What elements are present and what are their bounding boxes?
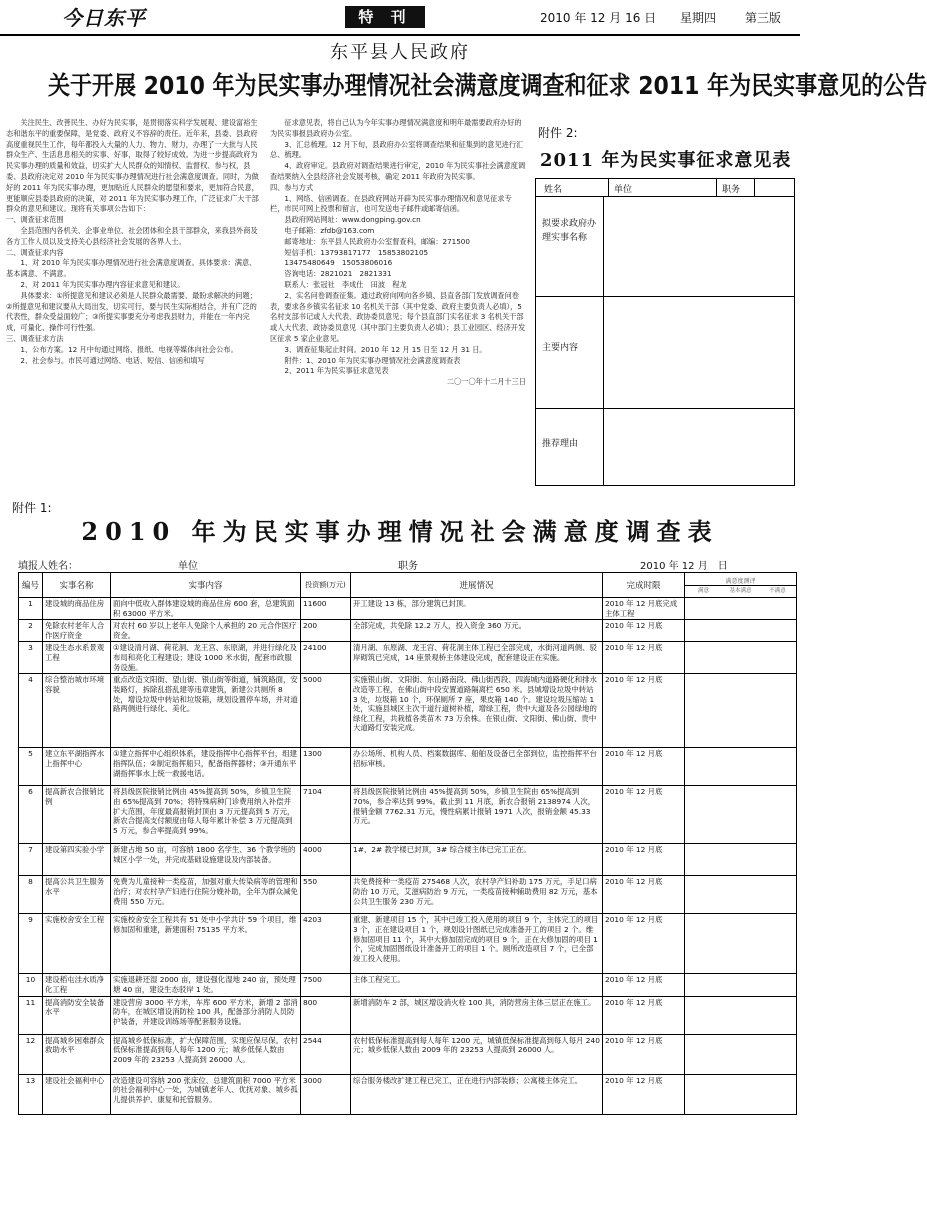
- sat-level-label: 不满意: [769, 588, 786, 594]
- attachment-1-title: 2010 年为民实事办理情况社会满意度调查表: [81, 517, 719, 546]
- cell-satisfaction[interactable]: [685, 598, 797, 620]
- article-paragraph: 1、网络、信函调查。在县政府网站开辟为民实事办理情况和意见征求专栏，市民可网上投票和留言，也可发送电子邮件或邮寄信函。: [270, 193, 512, 214]
- table-row: [19, 974, 797, 996]
- cell-satisfaction[interactable]: [685, 914, 797, 974]
- cell-content: 实施校舍安全工程共有 51 处中小学共计 59 个项目，维修加固和重建，新建面积 75135 平方米。: [111, 914, 301, 974]
- unit-label: 单位: [614, 185, 633, 195]
- cell-investment: 2544: [301, 1034, 351, 1074]
- article-paragraph: 1、公布方案。12 月中旬通过网络、报纸、电视等媒体向社会公布。: [20, 344, 238, 354]
- cell-progress: 重建、新建项目 15 个，其中已竣工投入使用的项目 9 个，主体完工的项目 3 个，正在建设项目 1 个，规划设计图纸已完成准备开工的项目 2 个。维修加固项目 11 个，其中大修加固完成的项目 9 个，正在大修加固的项目 1 个，完成加固图纸设计准备开工的项目 1 个。厕所改造项目 7 个，已全部竣工投入使用。: [351, 914, 603, 974]
- article-paragraph: 短信手机：13793817177 15853802105: [284, 247, 429, 257]
- cell-name: 提高消防安全装备水平: [43, 996, 111, 1034]
- cell-investment: 550: [301, 876, 351, 914]
- cell-no: 8: [19, 876, 43, 914]
- satisfaction-title: 满意度测评: [685, 576, 796, 586]
- cell-no: 9: [19, 914, 43, 974]
- table-row: [19, 786, 797, 844]
- article-column-2: [270, 118, 526, 482]
- suggestion-row-label: 主要内容: [536, 297, 604, 408]
- cell-progress: 新增消防车 2 部，城区增设消火栓 100 具，消防营房主体三层正在施工。: [351, 996, 603, 1034]
- filler-label: 填报人姓名：: [18, 561, 78, 572]
- column-header: 进展情况: [351, 573, 603, 598]
- cell-name: 建设城的商品住房: [43, 598, 111, 620]
- cell-progress: 1#、2# 教学楼已封顶，3# 综合楼主体已完工正在。: [351, 844, 603, 876]
- cell-deadline: 2010 年 12 月底: [603, 996, 685, 1034]
- position-label: 职务: [398, 561, 418, 572]
- sat-level-label: 满意: [697, 588, 709, 594]
- column-header: 投资额(万元): [301, 573, 351, 598]
- cell-no: 12: [19, 1034, 43, 1074]
- cell-investment: 7104: [301, 786, 351, 844]
- cell-deadline: 2010 年 12 月底: [603, 674, 685, 748]
- form-date: 2010 年 12 月 日: [640, 561, 728, 572]
- cell-no: 11: [19, 996, 43, 1034]
- cell-deadline: 2010 年 12 月底: [603, 786, 685, 844]
- cell-investment: 7500: [301, 974, 351, 996]
- cell-no: 6: [19, 786, 43, 844]
- article-paragraph: 咨询电话：2821021 2821331: [284, 269, 392, 279]
- cell-deadline: 2010 年 12 月底: [603, 1074, 685, 1114]
- cell-deadline: 2010 年 12 月底: [603, 844, 685, 876]
- cell-content: 免费为儿童接种一类疫苗，加强对重大传染病等的管理和治疗；对农村孕产妇进行住院分娩补助，全年为群众减免费用 550 万元。: [111, 876, 301, 914]
- cell-deadline: 2010 年 12 月底: [603, 748, 685, 786]
- article-paragraph: 2、社会参与。市民可通过网络、电话、短信、信函和填写: [20, 355, 205, 365]
- article-paragraph: 四、参与方式: [270, 182, 314, 192]
- page-number: 第三版: [745, 11, 782, 25]
- table-row: [19, 844, 797, 876]
- article-paragraph: 二〇一〇年十二月十三日: [446, 377, 526, 387]
- cell-investment: 3000: [301, 1074, 351, 1114]
- table-row: [19, 642, 797, 674]
- table-row: [19, 1034, 797, 1074]
- article-paragraph: 附件：1、2010 年为民实事办理情况社会满意度调查表: [284, 355, 461, 365]
- article-paragraph: 4、政府审定。县政府对调查结果进行审定，2010 年为民实事社会满意度调查结果纳入全县经济社会发展考核，确定 2011 年政府为民实事。: [270, 161, 526, 181]
- cell-no: 3: [19, 642, 43, 674]
- cell-content: 实施退耕还湿 2000 亩，建设强化湿地 240 亩，预处理塘 40 亩，建设生态驳岸 1 处。: [111, 974, 301, 996]
- cell-content: 对农村 60 岁以上老年人免除个人承担的 20 元合作医疗资金。: [111, 620, 301, 642]
- satisfaction-survey-table: [18, 572, 797, 1115]
- suggestion-row-label: 拟要求政府办理实事名称: [536, 197, 604, 296]
- column-header: 编号: [19, 573, 43, 598]
- cell-progress: 清月湖、东原湖、龙王宫、荷花洞主体工程已全部完成，水街河道两侧、驳岸砌筑已完成，14 座景观桥主体建设完成，配套建设正在实施。: [351, 642, 603, 674]
- cell-no: 1: [19, 598, 43, 620]
- cell-satisfaction[interactable]: [685, 996, 797, 1034]
- attachment-2-label: 附件 2:: [538, 126, 578, 140]
- cell-content: 将县级医院报销比例由 45%提高到 50%，乡镇卫生院由 65%提高到 70%；将特殊病种门诊费用纳入补偿并扩大范围，年度最高报销封顶由 3 万元提高到 5 万元，新农合提高支付额度由每人每年累计补偿 3 万元提高到 5 万元，参合率提高到 99%。: [111, 786, 301, 844]
- cell-content: 改造建设可容纳 200 张床位、总建筑面积 7000 平方米的社会福利中心一处，为城镇老年人、优抚对象、城乡孤儿提供养护、康复和托管服务。: [111, 1074, 301, 1114]
- cell-deadline: 2010 年 12 月底: [603, 974, 685, 996]
- article-paragraph: 3、汇总梳理。12 月下旬，县政府办公室将调查结果和征集到的意见进行汇总、梳理。: [270, 139, 524, 160]
- article-paragraph: 二、调查征求内容: [6, 247, 64, 257]
- cell-deadline: 2010 年 12 月底: [603, 620, 685, 642]
- table-row: [19, 1074, 797, 1114]
- headline: 关于开展 2010 年为民实事办理情况社会满意度调查和征求 2011 年为民实事意见的公告: [48, 71, 927, 100]
- cell-progress: 综合服务楼改扩建工程已完工，正在进行内部装修；公寓楼主体完工。: [351, 1074, 603, 1114]
- article-paragraph: 2、对 2011 年为民实事办理内容征求意见和建议。: [20, 279, 185, 289]
- suggestion-form: [535, 178, 795, 486]
- article-paragraph: 2、实名问卷调查征集。通过政府向网向各乡镇、县直各部门发放调查问卷表，要求各乡镇实名征求 10 名机关干部（其中党委、政府主要负责人必填），5 名村支部书记或人大代表、政协委员意见；每个县直部门实名征求 3 名机关干部或人大代表、政协委员意见（其中部门主要负责人必填）；县工业园区、经济开发区征求 5 家企业意见。: [270, 290, 526, 343]
- cell-content: 重点改造文阳街、望山街、银山街等街道，铺筑路面，安装路灯，拆除乱搭乱建等违章建筑，新建公共厕所 8 处，增设垃圾中转站和垃圾箱，规划设置停车场，并对道路两侧进行绿化、美化。: [111, 674, 301, 748]
- suggestion-row-content: [536, 297, 794, 409]
- satisfaction-header: [685, 573, 797, 598]
- cell-no: 10: [19, 974, 43, 996]
- cell-progress: 将县级医院报销比例由 45%提高到 50%，乡镇卫生院由 65%提高到 70%，参合率达到 99%。截止到 11 月底，新农合报销 2138974 人次，报销金额 7762.31 万元，慢性病累计报销 1971 人次，报销金额 45.33 万元。: [351, 786, 603, 844]
- cell-name: 提高公共卫生服务水平: [43, 876, 111, 914]
- article-paragraph: 邮寄地址：东平县人民政府办公室督查科，邮编：271500: [284, 236, 470, 246]
- article-paragraph: 县政府网站网址：www.dongping.gov.cn: [284, 215, 421, 225]
- article-body: [6, 118, 526, 482]
- cell-name: 实施校舍安全工程: [43, 914, 111, 974]
- cell-no: 5: [19, 748, 43, 786]
- sat-level-label: 基本满意: [729, 588, 752, 594]
- newspaper-logo: 今日东平: [62, 6, 146, 30]
- cell-no: 7: [19, 844, 43, 876]
- article-paragraph: 具体要求：①所提意见和建议必须是人民群众最需要、最盼求解决的问题；②所提意见和建议要从大局出发，切实可行，要与民生实际相结合，并有广泛的代表性，群众受益面较广；③所提实事要充分考虑我县财力，并能在一年内完成，可量化、操作可行性强。: [6, 290, 257, 333]
- issuer: 东平县人民政府: [330, 42, 470, 63]
- cell-name: 提高新农合报销比例: [43, 786, 111, 844]
- cell-satisfaction[interactable]: [685, 748, 797, 786]
- table-row: [19, 876, 797, 914]
- cell-name: 免除农村老年人合作医疗资金: [43, 620, 111, 642]
- article-column-1: [6, 118, 262, 482]
- table-row: [19, 748, 797, 786]
- cell-deadline: 2010 年 12 月底: [603, 876, 685, 914]
- table-row: [19, 914, 797, 974]
- cell-investment: 24100: [301, 642, 351, 674]
- name-label: 姓名: [544, 185, 563, 195]
- article-paragraph: 一、调查征求范围: [6, 215, 64, 225]
- cell-progress: 农村低保标准提高到每人每年 1200 元，城镇低保标准提高到每人每月 240 元；城乡低保人数由 2009 年的 23253 人提高到 26000 人。: [351, 1034, 603, 1074]
- cell-progress: 开工建设 13 栋，部分建筑已封顶。: [351, 598, 603, 620]
- cell-no: 13: [19, 1074, 43, 1114]
- table-header-row: [19, 573, 797, 598]
- suggestion-row-label: 推荐理由: [536, 409, 604, 485]
- cell-satisfaction[interactable]: [685, 1034, 797, 1074]
- cell-deadline: 2010 年 12 月底: [603, 914, 685, 974]
- cell-no: 4: [19, 674, 43, 748]
- cell-satisfaction[interactable]: [685, 786, 797, 844]
- cell-satisfaction[interactable]: [685, 642, 797, 674]
- cell-name: 建立东平湖指挥水上指挥中心: [43, 748, 111, 786]
- cell-investment: 1300: [301, 748, 351, 786]
- cell-investment: 11600: [301, 598, 351, 620]
- article-paragraph: 关注民生、改善民生、办好为民实事，是贯彻落实科学发展观、建设富裕生态和谐东平的重要保障，是党委、政府义不容辞的责任。近年来，县委、县政府高度重视民生工作，每年都投入大量的人力、物力、财力，办理了一大批与人民群众生产、生活息息相关的实事、好事，取得了较好成效。为进一步提高政府为民实事办理的质量和效益，切实扩大人民群众的知情权、监督权、参与权，县委、县政府决定对 2010 年为民实事办理情况进行社会满意度调查。同时，为做好的 2011 年为民实事办理，更加贴近人民群众的愿望和要求，更加符合民意，更能顺应县委县政府的决策，对 2011 年为民实事办理工作，广泛征求广大干部群众的意见和建议。现将有关事项公告如下：: [6, 118, 259, 214]
- cell-investment: 5000: [301, 674, 351, 748]
- cell-investment: 4203: [301, 914, 351, 974]
- cell-content: 建设营房 3000 平方米，车库 600 平方米，新增 2 部消防车，在城区增设消防栓 100 具，配备部分消防人员防护装备，并建设训练场等配套服务设施。: [111, 996, 301, 1034]
- cell-name: 建设生态水系景观工程: [43, 642, 111, 674]
- table-row: [19, 996, 797, 1034]
- cell-content: 面向中低收入群体建设城的商品住房 600 套，总建筑面积 63000 平方米。: [111, 598, 301, 620]
- table-row: [19, 598, 797, 620]
- cell-satisfaction[interactable]: [685, 876, 797, 914]
- unit-label: 单位: [178, 561, 198, 572]
- cell-content: 新建占地 50 亩，可容纳 1800 名学生、36 个教学班的城区小学一处，并完成基础设施建设及内部装备。: [111, 844, 301, 876]
- attachment-1-label: 附件 1:: [12, 501, 52, 515]
- article-paragraph: 电子邮箱：zfdb@163.com: [284, 225, 375, 235]
- cell-content: ①建设清月湖、荷花洞、龙王宫、东原湖，并进行绿化及布局和亮化工程建设；建设 1000 米水街，配套市政服务设施。: [111, 642, 301, 674]
- column-header: 实事名称: [43, 573, 111, 598]
- table-row: [19, 674, 797, 748]
- cell-progress: 主体工程完工。: [351, 974, 603, 996]
- cell-satisfaction[interactable]: [685, 674, 797, 748]
- table-row: [19, 620, 797, 642]
- article-paragraph: 三、调查征求方法: [6, 333, 64, 343]
- cell-deadline: 2010 年 12 月底: [603, 1034, 685, 1074]
- article-paragraph: 2、2011 年为民实事征求意见表: [284, 366, 389, 376]
- cell-satisfaction[interactable]: [685, 844, 797, 876]
- section-badge: 特 刊: [345, 6, 425, 28]
- cell-satisfaction[interactable]: [685, 620, 797, 642]
- issue-weekday: 星期四: [680, 11, 717, 25]
- cell-satisfaction[interactable]: [685, 974, 797, 996]
- cell-content: 提高城乡低保标准，扩大保障范围，实现应保尽保。农村低保标准提高到每人每年 1200 元；城乡低保人数由 2009 年的 23253 人提高到 26000 人。: [111, 1034, 301, 1074]
- column-header: 完成时限: [603, 573, 685, 598]
- cell-name: 提高城乡困难群众救助水平: [43, 1034, 111, 1074]
- cell-satisfaction[interactable]: [685, 1074, 797, 1114]
- cell-progress: 全部完成，共免除 12.2 万人，投入资金 360 万元。: [351, 620, 603, 642]
- suggestion-form-header: [536, 179, 794, 197]
- cell-investment: 200: [301, 620, 351, 642]
- suggestion-row-item: [536, 197, 794, 297]
- column-header: 实事内容: [111, 573, 301, 598]
- cell-deadline: 2010 年 12 月底完成主体工程: [603, 598, 685, 620]
- cell-name: 建设社会福利中心: [43, 1074, 111, 1114]
- cell-investment: 4000: [301, 844, 351, 876]
- cell-name: 建设第四实验小学: [43, 844, 111, 876]
- position-label: 职务: [722, 185, 741, 195]
- cell-progress: 实施银山街、文阳街、东山路南段、佛山街西段、四海城内道路硬化和排水改造等工程，在佛山街中段安置道路隔离栏 650 米。县城增设垃圾中转站 3 处，垃圾箱 10 个，环保厕所 7 座，果皮箱 140 个。建设垃圾压缩站 1 处，实施县城区主次干道行道树补植，增绿工程，贵中大道及各公园绿地的绿化工程，共栽植各类苗木 73 万余株。在银山街、文阳街、佛山街、贵中大道路灯安装完成。: [351, 674, 603, 748]
- cell-no: 2: [19, 620, 43, 642]
- article-paragraph: 13475480649 15053806016: [284, 258, 393, 268]
- cell-deadline: 2010 年 12 月底: [603, 642, 685, 674]
- cell-progress: 办公场所、机构人员、档案数据库、船舶及设备已全部到位，监控指挥平台招标审核。: [351, 748, 603, 786]
- cell-name: 建设稻屯洼水质净化工程: [43, 974, 111, 996]
- article-paragraph: 1、对 2010 年为民实事办理情况进行社会满意度调查。具体要求：满意、基本满意、不满意。: [6, 258, 257, 279]
- cell-content: ①建立指挥中心组织体系，建设指挥中心指挥平台，组建指挥队伍；②制定指挥船只，配备指挥器材；③开通东平湖指挥事水上统一救援电话。: [111, 748, 301, 786]
- cell-investment: 800: [301, 996, 351, 1034]
- article-paragraph: 3、调查征集起止时间。2010 年 12 月 15 日至 12 月 31 日。: [284, 344, 487, 354]
- article-paragraph: 征求意见表，将自己认为今年实事办理情况满意度和明年最需要政府办好的为民实事报县政府办公室。: [270, 118, 522, 138]
- issue-date: 2010 年 12 月 16 日: [540, 11, 657, 25]
- cell-progress: 共免费接种一类疫苗 275468 人次，农村孕产妇补助 175 万元，手足口病防治 10 万元，艾滋病防治 9 万元，一类疫苗接种辅助费用 82 万元，基本公共卫生服务 230 万元。: [351, 876, 603, 914]
- attachment-2-title: 2011 年为民实事征求意见表: [540, 150, 792, 171]
- article-paragraph: 联系人：张冠社 李成仕 田波 程龙: [284, 279, 407, 289]
- suggestion-row-reason: [536, 409, 794, 485]
- cell-name: 综合整治城市环境容貌: [43, 674, 111, 748]
- article-paragraph: 全县范围内各机关、企事业单位、社会团体和全县干部群众，来我县外商及各方工作人员以及支持关心县经济社会发展的各界人士。: [6, 225, 258, 246]
